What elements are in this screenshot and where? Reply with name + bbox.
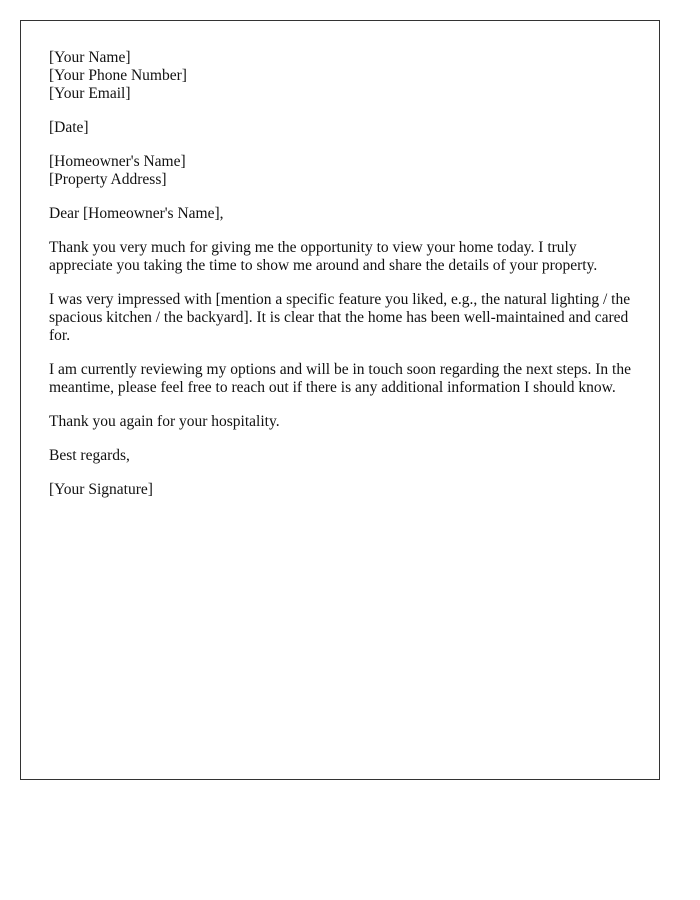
recipient-block — [49, 153, 639, 189]
letter-body — [49, 49, 639, 515]
sender-name: [Your Name] — [49, 49, 131, 66]
paragraph-thanks: Thank you very much for giving me the opportunity to view your home today. I truly appreciate you taking the time to show me around and share the details of your property. — [49, 239, 598, 274]
paragraph-impression: I was very impressed with [mention a specific feature you liked, e.g., the natural lighting / the spacious kitchen / the backyard]. It is clear that the home has been well-maintained and cared for. — [49, 291, 631, 344]
paragraph-hospitality: Thank you again for your hospitality. — [49, 413, 280, 430]
letter-page — [20, 20, 660, 780]
sender-phone: [Your Phone Number] — [49, 67, 187, 84]
paragraph-next-steps: I am currently reviewing my options and will be in touch soon regarding the next steps. In the meantime, please feel free to reach out if there is any additional information I should know. — [49, 361, 631, 396]
signature: [Your Signature] — [49, 481, 153, 498]
recipient-address: [Property Address] — [49, 171, 167, 188]
sender-block — [49, 49, 639, 103]
date-block — [49, 119, 639, 137]
sender-email: [Your Email] — [49, 85, 131, 102]
letter-date: [Date] — [49, 119, 89, 136]
salutation: Dear [Homeowner's Name], — [49, 205, 224, 222]
closing: Best regards, — [49, 447, 130, 464]
recipient-name: [Homeowner's Name] — [49, 153, 186, 170]
